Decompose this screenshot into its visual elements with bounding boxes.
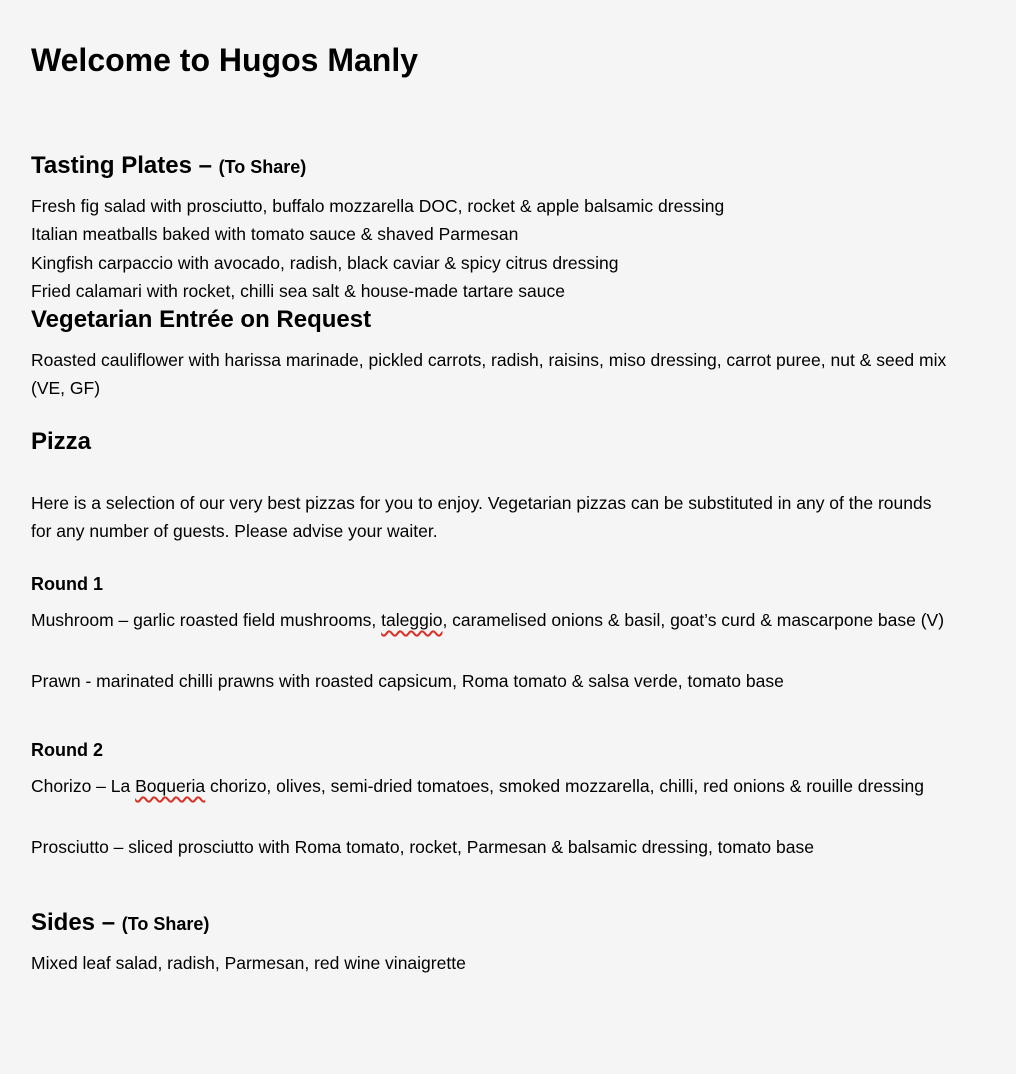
tasting-plates-title: Tasting Plates –	[31, 152, 212, 179]
sides-heading	[31, 908, 209, 939]
pizza-item-prosciutto: Prosciutto – sliced prosciutto with Roma tomato, rocket, Parmesan & balsamic dressing, tomato base	[31, 837, 814, 857]
tasting-item: Kingfish carpaccio with avocado, radish, black caviar & spicy citrus dressing	[31, 253, 619, 273]
vegetarian-heading: Vegetarian Entrée on Request	[31, 306, 372, 333]
tasting-plates-subtitle: (To Share)	[218, 157, 307, 177]
tasting-item: Italian meatballs baked with tomato sauce & shaved Parmesan	[31, 224, 519, 244]
pizza-item-text: chorizo, olives, semi-dried tomatoes, smoked mozzarella, chilli, red onions & rouille dressing	[205, 776, 924, 796]
tasting-plates-heading	[31, 151, 306, 182]
pizza-item-mushroom	[31, 606, 951, 634]
pizza-item-chorizo	[31, 772, 951, 800]
round-2-heading: Round 2	[31, 740, 103, 760]
pizza-item-text: , caramelised onions & basil, goat’s curd & mascarpone base (V)	[442, 610, 945, 630]
sides-title: Sides –	[31, 909, 116, 936]
pizza-item-prawn: Prawn - marinated chilli prawns with roasted capsicum, Roma tomato & salsa verde, tomato base	[31, 671, 784, 691]
vegetarian-item: Roasted cauliflower with harissa marinade, pickled carrots, radish, raisins, miso dressing, carrot puree, nut & seed mix (VE, GF)	[31, 350, 947, 398]
page-title: Welcome to Hugos Manly	[31, 42, 419, 78]
spellcheck-word[interactable]: taleggio	[381, 610, 443, 630]
pizza-item-text: Chorizo – La	[31, 776, 136, 796]
pizza-item-text: Mushroom – garlic roasted field mushrooms,	[31, 610, 382, 630]
tasting-item: Fried calamari with rocket, chilli sea salt & house-made tartare sauce	[31, 281, 565, 301]
tasting-item: Fresh fig salad with prosciutto, buffalo mozzarella DOC, rocket & apple balsamic dressing	[31, 196, 725, 216]
pizza-intro: Here is a selection of our very best pizzas for you to enjoy. Vegetarian pizzas can be substituted in any of the rounds for any number of guests. Please advise your waiter.	[31, 493, 932, 541]
sides-item: Mixed leaf salad, radish, Parmesan, red wine vinaigrette	[31, 953, 466, 973]
pizza-heading: Pizza	[31, 428, 92, 455]
round-1-heading: Round 1	[31, 574, 103, 594]
spellcheck-word[interactable]: Boqueria	[135, 776, 206, 796]
sides-subtitle: (To Share)	[121, 914, 210, 934]
